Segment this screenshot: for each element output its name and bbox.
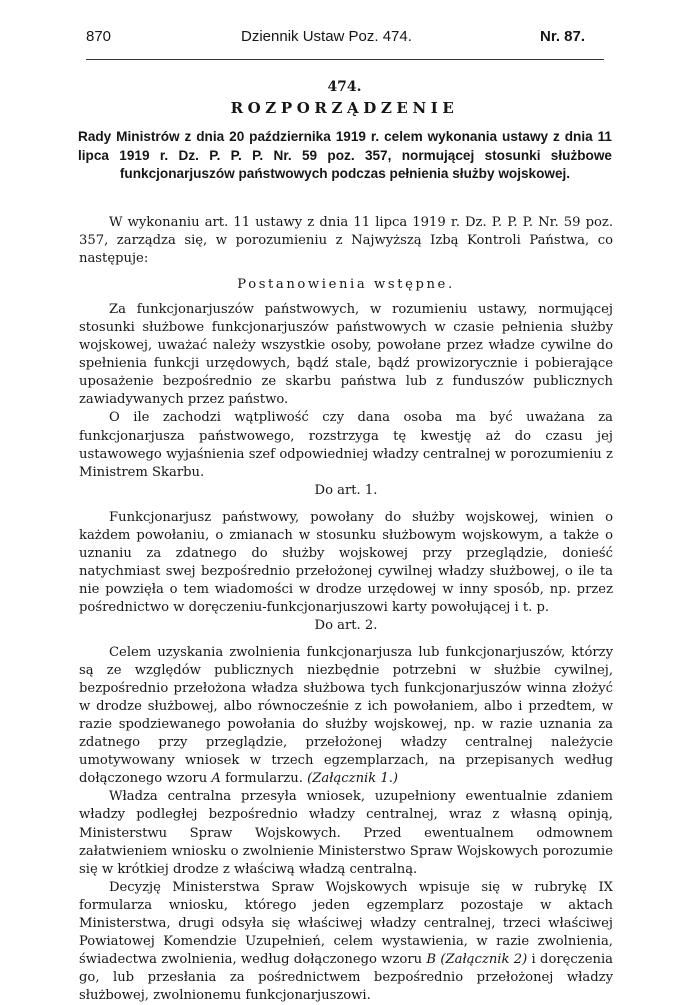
- annex-1-label: (Załącznik 1.): [307, 771, 399, 787]
- preliminary-paragraph-2: O ile zachodzi wątpliwość czy dana osoba ma być uważana za funkcjonarjusza państwowego, rozstrzyga tę kwestję aż do czasu jej ustawowego wyjaśnienia szef odpowiedniej władzy centralnej w porozumieniu z Ministrem Skarbu.: [79, 410, 613, 480]
- art2-paragraph-1-text: Celem uzyskania zwolnienia funkcjonarjusza lub funkcjonarjuszów, którzy są ze względów publicznych niezbędnie potrzebni w służbie cywilnej, bezpośrednio przełożona władza służbowa tych funkcjonarjuszów winna złożyć w drodze służbowej, albo równocześnie z ich powołaniem, albo i przedtem, w razie spodziewanego powołania do służby wojskowej, np. w razie uznania za zdatnego przy przeglądzie, przełożonej władzy centralnej należycie umotywowany wniosek w trzech egzemplarzach, na przepisanych według dołączonego wzoru: [79, 645, 613, 787]
- art2-paragraph-2: Władza centralna przesyła wniosek, uzupełniony ewentualnie zdaniem władzy podległej bezpośrednio władzy centralnej, wraz z własną opinją, Ministerstwu Spraw Wojskowych. Przed ewentualnem odmownem załatwieniem wniosku o zwolnienie Ministerstwo Spraw Wojskowych porozumie się w krótkiej drodze z właściwą władzą centralną.: [79, 789, 613, 877]
- act-kind: ROZPORZĄDZENIE: [230, 99, 459, 117]
- form-word: formularzu.: [225, 771, 303, 787]
- art1-paragraph: Funkcjonarjusz państwowy, powołany do służby wojskowej, winien o każdem powołaniu, o zmianach w stosunku służbowym wojskowym, a także o uznaniu za zdatnego do służby wojskowej przy przeglądzie, donieść natychmiast swej bezpośrednio przełożonej cywilnej władzy służbowej, o ile ta nie powzięła o tem wiadomości w drodze urzędowej w inny sposób, np. przez pośrednictwo w doręczeniu-funkcjonarjuszowi karty powołującej i t. p.: [79, 509, 613, 615]
- journal-title: Dziennik Ustaw Poz. 474.: [241, 28, 412, 45]
- preliminary-paragraph-1: Za funkcjonarjuszów państwowych, w rozumieniu ustawy, normującej stosunki służbowe funkcjonarjuszów państwowych w czasie pełnienia służby wojskowej, uważać należy wszystkie osoby, powołane przez władze cywilne do spełnienia funkcji urzędowych, bądź stale, bądź prowizorycznie i pobierające uposażenie bezpośrednio ze skarbu państwa lub z funduszów publicznych zawiadywanych przez państwo.: [79, 302, 613, 408]
- form-a-label: A: [211, 771, 221, 787]
- header-rule: [86, 59, 604, 60]
- issue-number: Nr. 87.: [540, 28, 586, 45]
- form-b-label: B: [426, 951, 437, 967]
- art2-heading: Do art. 2.: [314, 617, 378, 633]
- art2-paragraph-3: [79, 879, 613, 1005]
- art2-paragraph-1: [79, 644, 613, 788]
- page-number: 870: [86, 28, 112, 45]
- intro-paragraph: W wykonaniu art. 11 ustawy z dnia 11 lipca 1919 r. Dz. P. P. P. Nr. 59 poz. 357, zarządza się, w porozumieniu z Najwyższą Izbą Kontroli Państwa, co następuje:: [79, 215, 613, 267]
- act-number: 474.: [327, 79, 362, 95]
- annex-2-label: (Załącznik 2): [440, 951, 528, 967]
- art2-paragraph-3-end: i doręczenia go, lub przesłania za pośrednictwem bezpośrednio przełożonej władzy służbowej, zwolnionemu funkcjonarjuszowi.: [79, 951, 613, 1003]
- art2-paragraph-3-text: Decyzję Ministerstwa Spraw Wojskowych wpisuje się w rubrykę IX formularza wniosku, którego jeden egzemplarz pozostaje w aktach Ministerstwa, drugi odsyła się właściwej władzy centralnej, trzeci właściwej Powiatowej Komendzie Uzupełnień, celem wystawienia, w razie zwolnienia, świadectwa zwolnienia, według dołączonego wzoru: [79, 879, 613, 967]
- act-title: Rady Ministrów z dnia 20 października 1919 r. celem wykonania ustawy z dnia 11 lipca 1919 r. Dz. P. P. P. Nr. 59 poz. 357, normującej stosunki służbowe funkcjonarjuszów państwowych podczas pełnienia służby wojskowej.: [78, 129, 612, 181]
- section-heading: Postanowienia wstępne.: [237, 277, 455, 293]
- document-body: [79, 214, 613, 1005]
- running-header: [0, 28, 689, 52]
- art1-heading: Do art. 1.: [314, 482, 378, 498]
